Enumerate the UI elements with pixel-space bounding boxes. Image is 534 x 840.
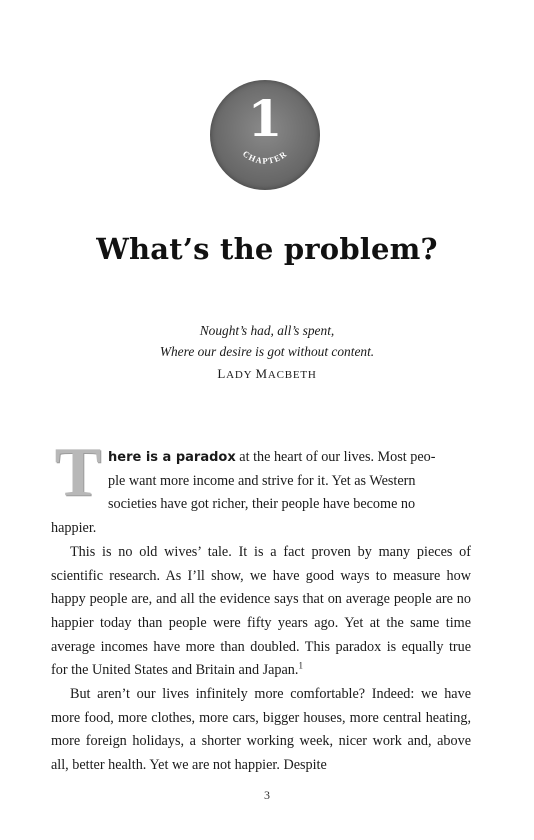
epigraph-attribution: LADY MACBETH — [217, 366, 317, 381]
paragraph-2: This is no old wives’ tale. It is a fact proven by many pieces of scientific research. As I’ll show, we have good ways to measure how happy people are, and all the evidence says that on average people are no happier today than people were fifty years ago. Yet at the same time average incomes have more than doubled. This paradox is equally true for the United States and Britain and Japan.$^1$ — [51, 543, 471, 679]
chapter-number: 1 — [247, 89, 283, 148]
paragraph-1-end: happier. — [51, 520, 97, 537]
body-text — [51, 446, 471, 778]
drop-cap: T — [54, 434, 102, 511]
epigraph — [0, 320, 534, 386]
paragraph-3: But aren’t our lives infinitely more comfortable? Indeed: we have more food, more clothes, more cars, bigger houses, more central heating, more foreign holidays, a shorter working week, nicer work and, above all, better health. Yet we are not happier. Despite — [51, 686, 471, 774]
page-number: 3 — [264, 788, 270, 802]
chapter-label-arc — [210, 80, 320, 190]
epigraph-line-2: Where our desire is got without content. — [159, 344, 375, 359]
epigraph-line-1: Nought’s had, all’s spent, — [199, 323, 335, 338]
chapter-title: What’s the problem? — [96, 232, 438, 266]
paragraph-1-top: here is a paradox at the heart of our lives. Most peo- ple want more income and strive for it. Yet as Western societies have got richer, their people have become no — [108, 449, 436, 513]
chapter-label: CHAPTER — [240, 148, 290, 166]
lead-words: here is a paradox — [108, 450, 236, 465]
footnote-marker: 1 — [298, 660, 303, 671]
chapter-badge — [210, 80, 320, 190]
